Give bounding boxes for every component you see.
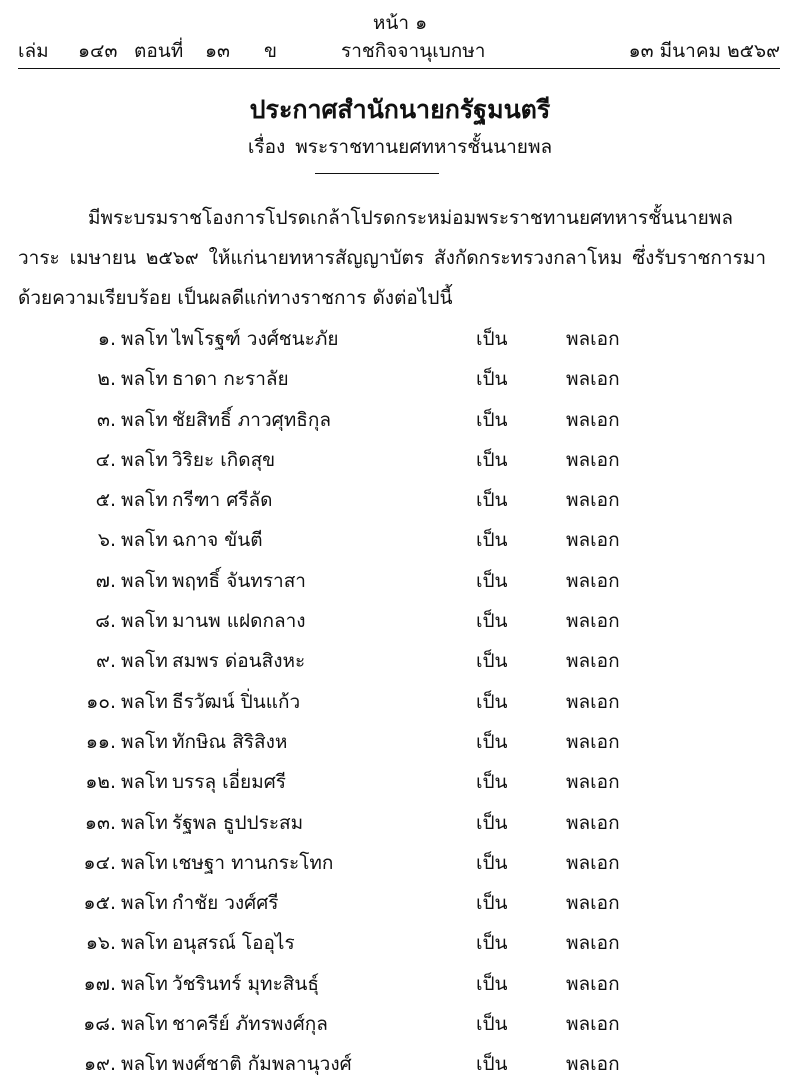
current-rank: พลโท (121, 771, 168, 794)
new-rank: พลเอก (566, 730, 620, 753)
current-rank: พลโท (121, 932, 168, 955)
list-item (0, 1044, 800, 1084)
promotion-verb: เป็น (476, 1013, 508, 1036)
document-title: ประกาศสำนักนายกรัฐมนตรี (249, 95, 551, 124)
current-rank: พลโท (121, 610, 168, 633)
promotion-verb: เป็น (476, 368, 508, 391)
item-number: ๑๓. (84, 811, 116, 834)
officer-name: กรีฑา ศรีลัด (172, 489, 273, 512)
new-rank: พลเอก (566, 892, 620, 915)
subject-text: พระราชทานยศทหารชั้นนายพล (295, 136, 553, 158)
promotion-verb: เป็น (476, 1053, 508, 1076)
list-item (0, 440, 800, 480)
officer-name: ทักษิณ สิริสิงห (172, 730, 288, 753)
officer-name: มานพ แฝดกลาง (172, 610, 306, 633)
list-item (0, 641, 800, 681)
gazette-header (18, 36, 780, 64)
volume-label: เล่ม (18, 40, 49, 62)
section-letter: ข (264, 40, 277, 62)
page-number: หน้า ๑ (372, 12, 428, 34)
list-item (0, 964, 800, 1004)
item-number: ๗. (95, 569, 116, 592)
list-item (0, 400, 800, 440)
item-number: ๑๔. (83, 851, 116, 874)
current-rank: พลโท (121, 1013, 168, 1036)
item-number: ๑๐. (86, 690, 116, 713)
new-rank: พลเอก (566, 1013, 620, 1036)
officer-name: อนุสรณ์ โออุไร (172, 932, 295, 955)
new-rank: พลเอก (566, 610, 620, 633)
promotion-verb: เป็น (476, 811, 508, 834)
new-rank: พลเอก (566, 771, 620, 794)
promotion-verb: เป็น (476, 650, 508, 673)
promotion-verb: เป็น (476, 328, 508, 350)
current-rank: พลโท (121, 448, 168, 471)
new-rank: พลเอก (566, 851, 620, 874)
list-item (0, 923, 800, 963)
promotion-verb: เป็น (476, 448, 508, 471)
gazette-name: ราชกิจจานุเบกษา (341, 40, 486, 62)
officer-name: เชษฐา ทานกระโทก (172, 851, 334, 874)
item-number: ๑๑. (85, 730, 116, 753)
list-item (0, 601, 800, 641)
list-item (0, 803, 800, 843)
list-item (0, 480, 800, 520)
promotion-verb: เป็น (476, 569, 508, 592)
document-subject (0, 132, 800, 162)
item-number: ๕. (95, 489, 116, 512)
current-rank: พลโท (121, 730, 168, 753)
current-rank: พลโท (121, 529, 168, 552)
officer-name: พงศ์ชาติ กัมพลานุวงศ์ (172, 1053, 352, 1076)
new-rank: พลเอก (566, 1053, 620, 1076)
current-rank: พลโท (121, 368, 168, 391)
promotion-verb: เป็น (476, 730, 508, 753)
list-item (0, 762, 800, 802)
promotion-verb: เป็น (476, 529, 508, 552)
item-number: ๑๙. (83, 1053, 116, 1076)
promotion-list (0, 319, 800, 1085)
item-number: ๓. (96, 408, 116, 431)
officer-name: สมพร ด่อนสิงหะ (172, 650, 306, 673)
list-item (0, 561, 800, 601)
officer-name: วัชรินทร์ มุทะสินธุ์ (172, 972, 319, 995)
current-rank: พลโท (121, 489, 168, 512)
current-rank: พลโท (121, 892, 168, 915)
current-rank: พลโท (121, 328, 168, 350)
item-number: ๑๕. (83, 892, 116, 915)
new-rank: พลเอก (566, 650, 620, 673)
current-rank: พลโท (121, 690, 168, 713)
list-item (0, 682, 800, 722)
new-rank: พลเอก (566, 972, 620, 995)
list-item (0, 843, 800, 883)
issue-date: ๑๓ มีนาคม ๒๕๖๙ (628, 40, 780, 62)
new-rank: พลเอก (566, 448, 620, 471)
item-number: ๑๖. (85, 932, 116, 955)
officer-name: ธาดา กะราลัย (172, 368, 289, 391)
officer-name: ชัยสิทธิ์ ภาวศุทธิกุล (172, 408, 331, 431)
new-rank: พลเอก (566, 489, 620, 512)
officer-name: กำชัย วงศ์ศรี (172, 892, 279, 915)
officer-name: รัฐพล ธูปประสม (172, 811, 304, 834)
list-item (0, 520, 800, 560)
officer-name: ไพโรฐฑ์ วงศ์ชนะภัย (172, 328, 339, 350)
new-rank: พลเอก (566, 569, 620, 592)
new-rank: พลเอก (566, 328, 620, 350)
current-rank: พลโท (121, 650, 168, 673)
title-divider (315, 173, 439, 174)
list-item (0, 722, 800, 762)
current-rank: พลโท (121, 569, 168, 592)
current-rank: พลโท (121, 972, 168, 995)
new-rank: พลเอก (566, 408, 620, 431)
item-number: ๘. (95, 610, 116, 633)
officer-name: ฉกาจ ขันตี (172, 529, 263, 552)
list-item (0, 359, 800, 399)
item-number: ๑๗. (83, 972, 116, 995)
volume-number: ๑๔๓ (78, 40, 118, 62)
new-rank: พลเอก (566, 932, 620, 955)
officer-name: วิริยะ เกิดสุข (172, 448, 276, 471)
new-rank: พลเอก (566, 368, 620, 391)
body-paragraph: มีพระบรมราชโองการโปรดเกล้าโปรดกระหม่อมพระราชทานยศทหารชั้นนายพล วาระ เมษายน ๒๕๖๙ ให้แก่นายทหารสัญญาบัตร สังกัดกระทรวงกลาโหม ซึ่งรับราชการมาด้วยความเรียบร้อย เป็นผลดีแก่ทางราชการ ดังต่อไปนี้ (18, 207, 766, 309)
officer-name: ชาครีย์ ภัทรพงศ์กุล (172, 1013, 328, 1036)
new-rank: พลเอก (566, 811, 620, 834)
promotion-verb: เป็น (476, 610, 508, 633)
officer-name: บรรลุ เอี่ยมศรี (172, 771, 286, 794)
item-number: ๑๒. (85, 771, 116, 794)
issue-label: ตอนที่ (134, 40, 184, 62)
item-number: ๔. (95, 448, 116, 471)
item-number: ๙. (96, 650, 116, 673)
list-item (0, 319, 800, 359)
issue-number: ๑๓ (205, 40, 231, 62)
item-number: ๖. (97, 529, 116, 552)
header-divider (18, 68, 780, 69)
promotion-verb: เป็น (476, 408, 508, 431)
list-item (0, 1004, 800, 1044)
officer-name: ธีรวัฒน์ ปิ่นแก้ว (172, 690, 301, 713)
promotion-verb: เป็น (476, 771, 508, 794)
officer-name: พฤทธิ์ จันทราสา (172, 569, 306, 592)
promotion-verb: เป็น (476, 851, 508, 874)
promotion-verb: เป็น (476, 489, 508, 512)
promotion-verb: เป็น (476, 892, 508, 915)
promotion-verb: เป็น (476, 690, 508, 713)
new-rank: พลเอก (566, 690, 620, 713)
current-rank: พลโท (121, 408, 168, 431)
current-rank: พลโท (121, 851, 168, 874)
item-number: ๑. (97, 328, 116, 350)
promotion-verb: เป็น (476, 932, 508, 955)
list-item (0, 883, 800, 923)
new-rank: พลเอก (566, 529, 620, 552)
item-number: ๒. (97, 368, 116, 391)
promotion-verb: เป็น (476, 972, 508, 995)
subject-label: เรื่อง (247, 136, 286, 158)
current-rank: พลโท (121, 1053, 168, 1076)
item-number: ๑๘. (83, 1013, 116, 1036)
current-rank: พลโท (121, 811, 168, 834)
